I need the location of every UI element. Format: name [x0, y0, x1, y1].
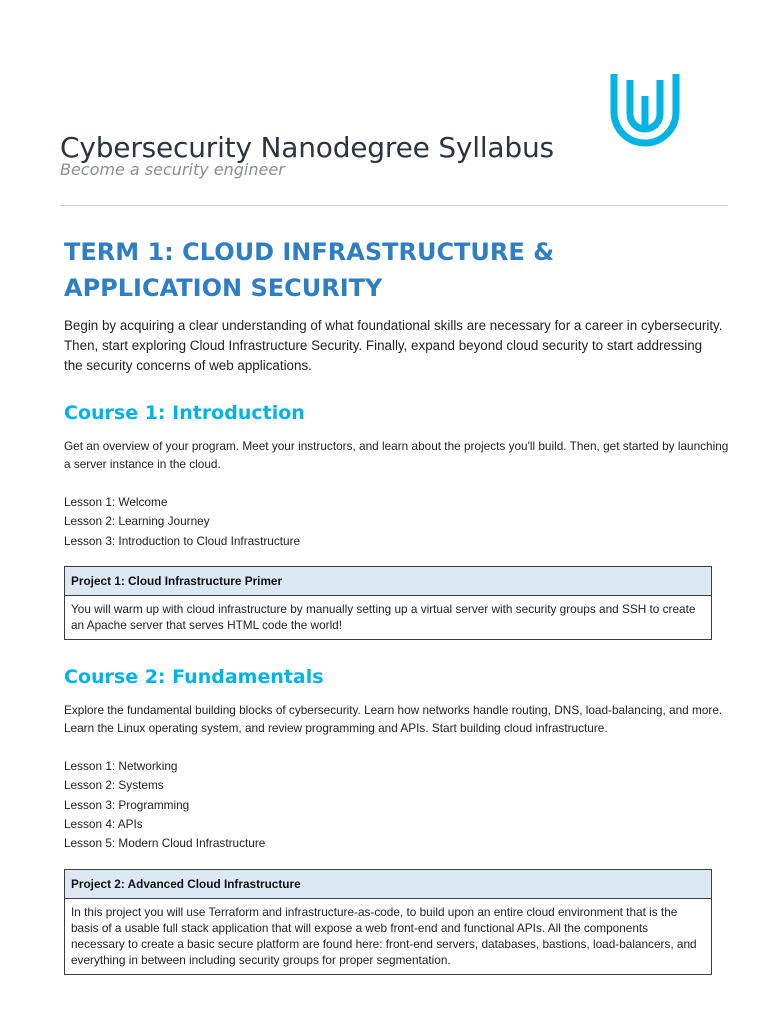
lesson-item: Lesson 5: Modern Cloud Infrastructure: [64, 836, 266, 851]
project-2-body: In this project you will use Terraform and infrastructure-as-code, to build upon an entire cloud environment that is the basis of a usable full stack application that will expose a web front-end and functional APIs. All the components necessary to create a basic secure platform are found here: front-end servers, databases, bastions, load-balancers, and everything in between including security groups for proper segmentation.: [71, 905, 697, 967]
udacity-logo-icon: [604, 66, 686, 148]
course-2-heading: Course 2: Fundamentals: [64, 666, 324, 688]
lesson-item: Lesson 1: Welcome: [64, 495, 168, 509]
project-1-body: You will warm up with cloud infrastructure by manually setting up a virtual server with security groups and SSH to create an Apache server that serves HTML code the world!: [71, 602, 696, 632]
project-2-title: Project 2: Advanced Cloud Infrastructure: [65, 870, 711, 899]
course-2-description: Explore the fundamental building blocks of cybersecurity. Learn how networks handle routing, DNS, load-balancing, and more. Learn the Linux operating system, and review programming and APIs. Start building cloud infrastructure.: [64, 703, 723, 735]
lesson-item: Lesson 3: Programming: [64, 797, 190, 812]
course-1-description: Get an overview of your program. Meet your instructors, and learn about the projects you'll build. Then, get started by launching a server instance in the cloud.: [64, 439, 729, 471]
project-2-box: [64, 869, 712, 975]
page-title: Cybersecurity Nanodegree Syllabus: [60, 130, 554, 164]
lesson-item: Lesson 1: Networking: [64, 759, 178, 773]
lesson-item: Lesson 2: Systems: [64, 778, 164, 793]
term-heading: TERM 1: CLOUD INFRASTRUCTURE & APPLICATION SECURITY: [64, 238, 555, 302]
course-1-heading: Course 1: Introduction: [64, 402, 305, 424]
lesson-item: Lesson 4: APIs: [64, 816, 143, 831]
header-divider: [60, 205, 728, 206]
lesson-item: Lesson 2: Learning Journey: [64, 514, 210, 529]
term-description: Begin by acquiring a clear understanding of what foundational skills are necessary for a career in cybersecurity. Then, start exploring Cloud Infrastructure Security. Finally, expand beyond cloud security to start addressing the security concerns of web applications.: [64, 318, 723, 373]
lesson-item: Lesson 3: Introduction to Cloud Infrastructure: [64, 533, 301, 548]
project-1-title: Project 1: Cloud Infrastructure Primer: [65, 567, 711, 596]
course-2-lesson-list: [64, 757, 265, 853]
course-1-lesson-list: [64, 493, 300, 551]
project-1-box: [64, 566, 712, 640]
page-subtitle: Become a security engineer: [60, 160, 285, 179]
